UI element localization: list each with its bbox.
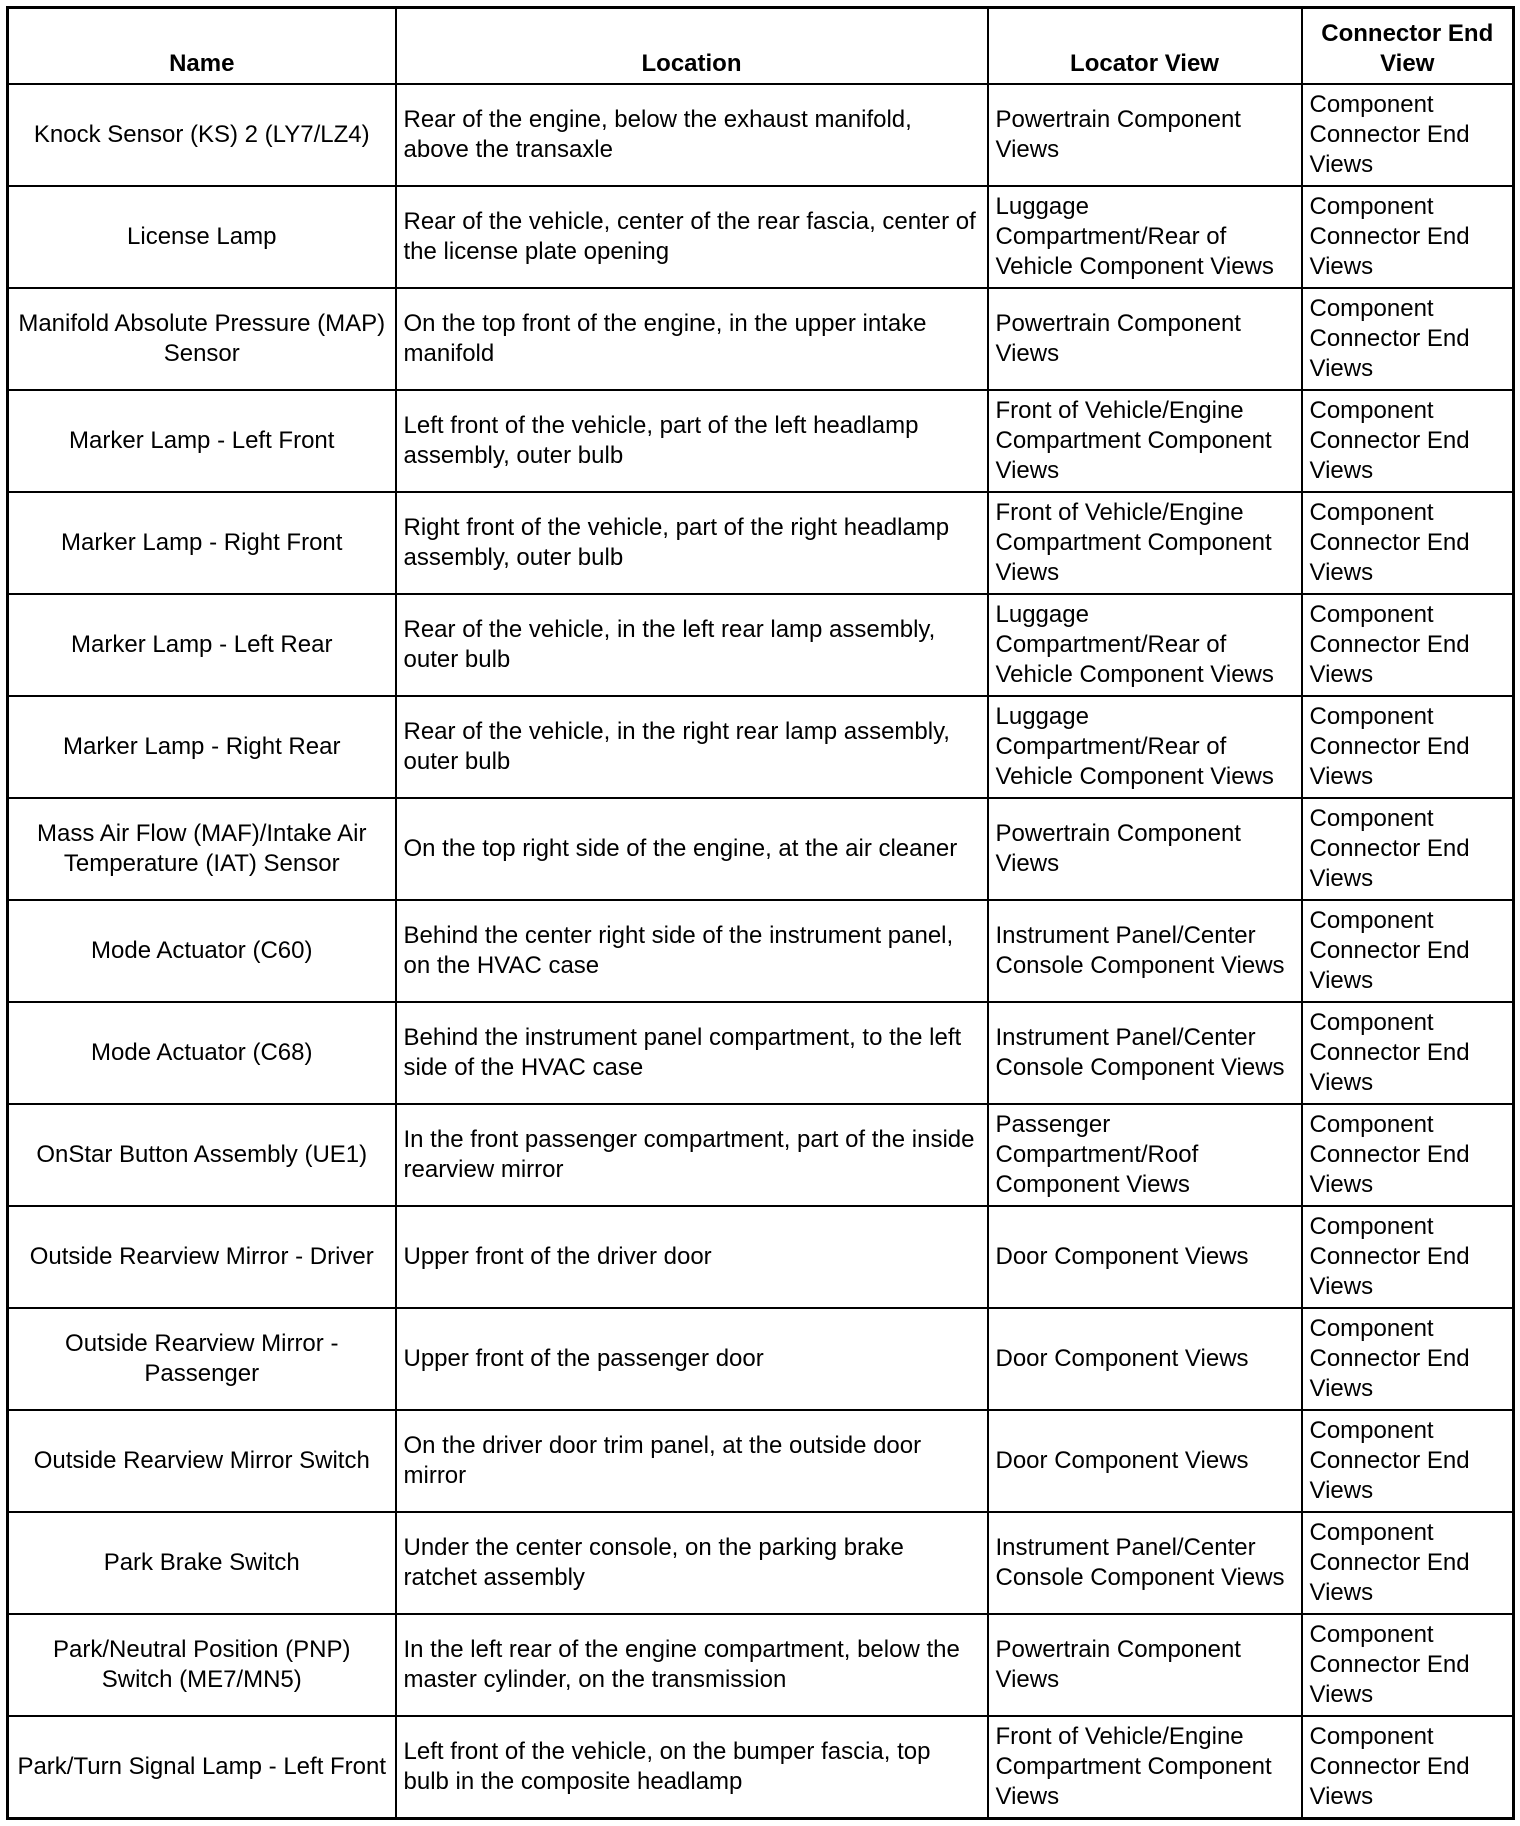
- cell-connector-end-view: Component Connector End Views: [1302, 186, 1514, 288]
- table-row: [8, 1512, 1514, 1614]
- cell-locator-view: Powertrain Component Views: [988, 288, 1302, 390]
- cell-location: Upper front of the driver door: [396, 1206, 988, 1308]
- cell-connector-end-view: Component Connector End Views: [1302, 1410, 1514, 1512]
- cell-name: Mode Actuator (C68): [8, 1002, 396, 1104]
- cell-connector-end-view: Component Connector End Views: [1302, 1104, 1514, 1206]
- cell-connector-end-view: Component Connector End Views: [1302, 1716, 1514, 1819]
- table-row: [8, 1410, 1514, 1512]
- cell-location: Behind the center right side of the instrument panel, on the HVAC case: [396, 900, 988, 1002]
- cell-name: Mode Actuator (C60): [8, 900, 396, 1002]
- cell-name: License Lamp: [8, 186, 396, 288]
- table-row: [8, 1308, 1514, 1410]
- cell-name: Park/Neutral Position (PNP) Switch (ME7/MN5): [8, 1614, 396, 1716]
- cell-connector-end-view: Component Connector End Views: [1302, 594, 1514, 696]
- cell-locator-view: Instrument Panel/Center Console Component Views: [988, 1002, 1302, 1104]
- table-row: [8, 1716, 1514, 1819]
- header-name: Name: [8, 8, 396, 85]
- cell-locator-view: Powertrain Component Views: [988, 798, 1302, 900]
- cell-name: OnStar Button Assembly (UE1): [8, 1104, 396, 1206]
- cell-location: Rear of the vehicle, in the left rear lamp assembly, outer bulb: [396, 594, 988, 696]
- cell-locator-view: Instrument Panel/Center Console Component Views: [988, 900, 1302, 1002]
- cell-connector-end-view: Component Connector End Views: [1302, 1206, 1514, 1308]
- cell-location: Left front of the vehicle, part of the left headlamp assembly, outer bulb: [396, 390, 988, 492]
- header-connector-end-view: Connector End View: [1302, 8, 1514, 85]
- table-header-row: [8, 8, 1514, 85]
- cell-connector-end-view: Component Connector End Views: [1302, 1614, 1514, 1716]
- component-locator-table: [6, 6, 1515, 1820]
- table-row: [8, 798, 1514, 900]
- cell-connector-end-view: Component Connector End Views: [1302, 900, 1514, 1002]
- cell-connector-end-view: Component Connector End Views: [1302, 288, 1514, 390]
- cell-name: Outside Rearview Mirror Switch: [8, 1410, 396, 1512]
- table-row: [8, 1206, 1514, 1308]
- cell-location: Under the center console, on the parking brake ratchet assembly: [396, 1512, 988, 1614]
- cell-connector-end-view: Component Connector End Views: [1302, 1308, 1514, 1410]
- cell-name: Marker Lamp - Right Front: [8, 492, 396, 594]
- cell-name: Marker Lamp - Left Front: [8, 390, 396, 492]
- table-row: [8, 1614, 1514, 1716]
- cell-name: Marker Lamp - Left Rear: [8, 594, 396, 696]
- cell-connector-end-view: Component Connector End Views: [1302, 798, 1514, 900]
- cell-locator-view: Luggage Compartment/Rear of Vehicle Component Views: [988, 696, 1302, 798]
- cell-connector-end-view: Component Connector End Views: [1302, 696, 1514, 798]
- header-location: Location: [396, 8, 988, 85]
- cell-locator-view: Powertrain Component Views: [988, 1614, 1302, 1716]
- cell-locator-view: Powertrain Component Views: [988, 84, 1302, 186]
- cell-connector-end-view: Component Connector End Views: [1302, 84, 1514, 186]
- cell-location: Rear of the engine, below the exhaust manifold, above the transaxle: [396, 84, 988, 186]
- cell-connector-end-view: Component Connector End Views: [1302, 1002, 1514, 1104]
- cell-location: In the left rear of the engine compartment, below the master cylinder, on the transmission: [396, 1614, 988, 1716]
- cell-name: Mass Air Flow (MAF)/Intake Air Temperature (IAT) Sensor: [8, 798, 396, 900]
- table-row: [8, 594, 1514, 696]
- cell-locator-view: Instrument Panel/Center Console Component Views: [988, 1512, 1302, 1614]
- cell-locator-view: Front of Vehicle/Engine Compartment Component Views: [988, 390, 1302, 492]
- table-row: [8, 390, 1514, 492]
- cell-location: On the top right side of the engine, at the air cleaner: [396, 798, 988, 900]
- table-row: [8, 696, 1514, 798]
- table-row: [8, 492, 1514, 594]
- cell-locator-view: Passenger Compartment/Roof Component Views: [988, 1104, 1302, 1206]
- header-locator-view: Locator View: [988, 8, 1302, 85]
- cell-connector-end-view: Component Connector End Views: [1302, 492, 1514, 594]
- cell-location: Rear of the vehicle, center of the rear fascia, center of the license plate opening: [396, 186, 988, 288]
- cell-locator-view: Front of Vehicle/Engine Compartment Component Views: [988, 492, 1302, 594]
- cell-name: Park Brake Switch: [8, 1512, 396, 1614]
- cell-locator-view: Luggage Compartment/Rear of Vehicle Component Views: [988, 186, 1302, 288]
- table-row: [8, 84, 1514, 186]
- table-row: [8, 186, 1514, 288]
- cell-locator-view: Door Component Views: [988, 1206, 1302, 1308]
- cell-locator-view: Door Component Views: [988, 1410, 1302, 1512]
- cell-connector-end-view: Component Connector End Views: [1302, 390, 1514, 492]
- table-row: [8, 1002, 1514, 1104]
- cell-name: Manifold Absolute Pressure (MAP) Sensor: [8, 288, 396, 390]
- cell-name: Park/Turn Signal Lamp - Left Front: [8, 1716, 396, 1819]
- cell-locator-view: Front of Vehicle/Engine Compartment Component Views: [988, 1716, 1302, 1819]
- table-row: [8, 1104, 1514, 1206]
- cell-connector-end-view: Component Connector End Views: [1302, 1512, 1514, 1614]
- cell-location: On the driver door trim panel, at the outside door mirror: [396, 1410, 988, 1512]
- cell-location: In the front passenger compartment, part of the inside rearview mirror: [396, 1104, 988, 1206]
- cell-location: Right front of the vehicle, part of the right headlamp assembly, outer bulb: [396, 492, 988, 594]
- cell-location: Rear of the vehicle, in the right rear lamp assembly, outer bulb: [396, 696, 988, 798]
- component-locator-sheet: [6, 6, 1512, 1820]
- cell-name: Outside Rearview Mirror - Driver: [8, 1206, 396, 1308]
- cell-location: Upper front of the passenger door: [396, 1308, 988, 1410]
- table-body: [8, 84, 1514, 1819]
- table-row: [8, 900, 1514, 1002]
- cell-locator-view: Door Component Views: [988, 1308, 1302, 1410]
- table-row: [8, 288, 1514, 390]
- cell-locator-view: Luggage Compartment/Rear of Vehicle Component Views: [988, 594, 1302, 696]
- cell-location: Behind the instrument panel compartment, to the left side of the HVAC case: [396, 1002, 988, 1104]
- cell-name: Knock Sensor (KS) 2 (LY7/LZ4): [8, 84, 396, 186]
- cell-location: On the top front of the engine, in the upper intake manifold: [396, 288, 988, 390]
- cell-name: Outside Rearview Mirror - Passenger: [8, 1308, 396, 1410]
- cell-location: Left front of the vehicle, on the bumper fascia, top bulb in the composite headlamp: [396, 1716, 988, 1819]
- cell-name: Marker Lamp - Right Rear: [8, 696, 396, 798]
